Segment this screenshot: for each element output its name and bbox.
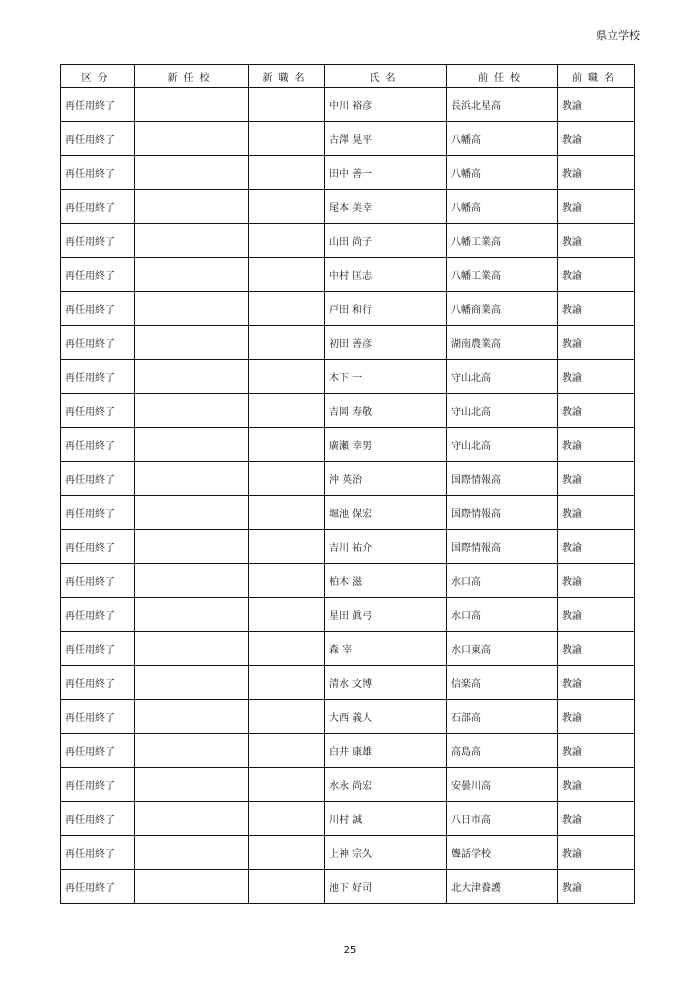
cell-new-position [249, 224, 325, 258]
cell-new-position [249, 530, 325, 564]
cell-new-position [249, 496, 325, 530]
cell-name: 戸田 和行 [325, 292, 447, 326]
cell-kubun: 再任用終了 [61, 632, 135, 666]
cell-new-school [135, 258, 249, 292]
cell-prev-position: 教諭 [558, 632, 635, 666]
cell-kubun: 再任用終了 [61, 88, 135, 122]
cell-name: 尾本 美幸 [325, 190, 447, 224]
table-row [61, 802, 635, 836]
cell-kubun: 再任用終了 [61, 768, 135, 802]
cell-prev-position: 教諭 [558, 394, 635, 428]
cell-new-position [249, 564, 325, 598]
cell-prev-school: 八日市高 [447, 802, 558, 836]
cell-prev-position: 教諭 [558, 326, 635, 360]
cell-prev-school: 北大津養護 [447, 870, 558, 904]
cell-prev-position: 教諭 [558, 428, 635, 462]
cell-new-position [249, 394, 325, 428]
cell-prev-school: 八幡商業高 [447, 292, 558, 326]
cell-name: 森 宰 [325, 632, 447, 666]
cell-new-position [249, 632, 325, 666]
cell-kubun: 再任用終了 [61, 836, 135, 870]
cell-new-position [249, 870, 325, 904]
cell-new-position [249, 734, 325, 768]
table-row [61, 530, 635, 564]
cell-prev-school: 国際情報高 [447, 530, 558, 564]
header-prev-school: 前任校 [447, 65, 558, 88]
cell-prev-position: 教諭 [558, 734, 635, 768]
cell-kubun: 再任用終了 [61, 394, 135, 428]
cell-prev-school: 水口高 [447, 564, 558, 598]
cell-new-position [249, 258, 325, 292]
cell-prev-position: 教諭 [558, 88, 635, 122]
cell-kubun: 再任用終了 [61, 258, 135, 292]
cell-new-school [135, 156, 249, 190]
cell-new-school [135, 564, 249, 598]
table-header-row [61, 65, 635, 88]
header-new-position: 新職名 [249, 65, 325, 88]
cell-prev-position: 教諭 [558, 360, 635, 394]
cell-prev-school: 聾話学校 [447, 836, 558, 870]
cell-new-school [135, 462, 249, 496]
table-row [61, 360, 635, 394]
cell-prev-position: 教諭 [558, 258, 635, 292]
cell-prev-school: 八幡高 [447, 122, 558, 156]
cell-new-position [249, 428, 325, 462]
cell-kubun: 再任用終了 [61, 700, 135, 734]
cell-new-school [135, 88, 249, 122]
cell-kubun: 再任用終了 [61, 666, 135, 700]
cell-name: 古澤 晃平 [325, 122, 447, 156]
cell-name: 池下 好司 [325, 870, 447, 904]
cell-prev-school: 守山北高 [447, 394, 558, 428]
cell-prev-school: 水口高 [447, 598, 558, 632]
cell-name: 柏木 滋 [325, 564, 447, 598]
cell-new-position [249, 360, 325, 394]
cell-prev-school: 信楽高 [447, 666, 558, 700]
cell-kubun: 再任用終了 [61, 462, 135, 496]
cell-name: 吉岡 寿敬 [325, 394, 447, 428]
table-row [61, 462, 635, 496]
page-number: 25 [343, 945, 357, 956]
cell-kubun: 再任用終了 [61, 156, 135, 190]
cell-name: 初田 善彦 [325, 326, 447, 360]
cell-prev-school: 高島高 [447, 734, 558, 768]
cell-new-school [135, 428, 249, 462]
cell-name: 星田 眞弓 [325, 598, 447, 632]
cell-new-position [249, 802, 325, 836]
cell-new-school [135, 496, 249, 530]
cell-prev-position: 教諭 [558, 224, 635, 258]
cell-kubun: 再任用終了 [61, 224, 135, 258]
header-prev-position: 前職名 [558, 65, 635, 88]
cell-new-school [135, 598, 249, 632]
cell-new-school [135, 360, 249, 394]
table-row [61, 666, 635, 700]
table-row [61, 326, 635, 360]
cell-new-school [135, 530, 249, 564]
cell-new-school [135, 768, 249, 802]
document-category-label: 県立学校 [596, 29, 640, 42]
cell-new-school [135, 802, 249, 836]
cell-kubun: 再任用終了 [61, 734, 135, 768]
header-kubun: 区分 [61, 65, 135, 88]
cell-name: 木下 一 [325, 360, 447, 394]
cell-new-school [135, 836, 249, 870]
table-row [61, 598, 635, 632]
table-row [61, 768, 635, 802]
table-body [61, 88, 635, 904]
cell-new-school [135, 224, 249, 258]
cell-prev-position: 教諭 [558, 768, 635, 802]
table-row [61, 870, 635, 904]
cell-kubun: 再任用終了 [61, 530, 135, 564]
cell-kubun: 再任用終了 [61, 292, 135, 326]
cell-new-school [135, 326, 249, 360]
cell-new-position [249, 88, 325, 122]
cell-name: 山田 尚子 [325, 224, 447, 258]
cell-new-school [135, 122, 249, 156]
cell-new-school [135, 632, 249, 666]
header-name: 氏名 [325, 65, 447, 88]
cell-prev-school: 八幡工業高 [447, 224, 558, 258]
cell-prev-school: 国際情報高 [447, 462, 558, 496]
cell-new-position [249, 598, 325, 632]
table-row [61, 564, 635, 598]
cell-prev-position: 教諭 [558, 496, 635, 530]
cell-name: 水永 尚宏 [325, 768, 447, 802]
cell-new-school [135, 870, 249, 904]
cell-name: 川村 誠 [325, 802, 447, 836]
cell-prev-position: 教諭 [558, 870, 635, 904]
cell-new-school [135, 394, 249, 428]
cell-name: 田中 善一 [325, 156, 447, 190]
cell-name: 大西 義人 [325, 700, 447, 734]
cell-prev-school: 長浜北星高 [447, 88, 558, 122]
table-row [61, 122, 635, 156]
cell-name: 上神 宗久 [325, 836, 447, 870]
cell-prev-school: 湖南農業高 [447, 326, 558, 360]
cell-new-school [135, 292, 249, 326]
cell-kubun: 再任用終了 [61, 326, 135, 360]
cell-new-position [249, 700, 325, 734]
cell-new-position [249, 666, 325, 700]
cell-prev-position: 教諭 [558, 292, 635, 326]
cell-name: 中川 裕彦 [325, 88, 447, 122]
cell-prev-position: 教諭 [558, 530, 635, 564]
cell-kubun: 再任用終了 [61, 598, 135, 632]
cell-prev-position: 教諭 [558, 700, 635, 734]
header-new-school: 新任校 [135, 65, 249, 88]
cell-prev-position: 教諭 [558, 462, 635, 496]
cell-new-position [249, 122, 325, 156]
cell-prev-school: 守山北高 [447, 428, 558, 462]
table-row [61, 258, 635, 292]
table-header [61, 65, 635, 88]
cell-prev-position: 教諭 [558, 564, 635, 598]
cell-prev-school: 国際情報高 [447, 496, 558, 530]
cell-name: 沖 英治 [325, 462, 447, 496]
cell-name: 廣瀬 幸男 [325, 428, 447, 462]
table-row [61, 190, 635, 224]
cell-prev-school: 守山北高 [447, 360, 558, 394]
cell-name: 吉川 祐介 [325, 530, 447, 564]
cell-kubun: 再任用終了 [61, 190, 135, 224]
cell-kubun: 再任用終了 [61, 802, 135, 836]
cell-new-position [249, 190, 325, 224]
table-row [61, 88, 635, 122]
cell-kubun: 再任用終了 [61, 360, 135, 394]
cell-name: 清水 文博 [325, 666, 447, 700]
cell-prev-position: 教諭 [558, 666, 635, 700]
cell-prev-position: 教諭 [558, 802, 635, 836]
table-row [61, 292, 635, 326]
cell-prev-school: 八幡高 [447, 190, 558, 224]
cell-new-position [249, 768, 325, 802]
cell-prev-position: 教諭 [558, 836, 635, 870]
cell-name: 中村 匡志 [325, 258, 447, 292]
personnel-table [60, 64, 635, 904]
cell-kubun: 再任用終了 [61, 564, 135, 598]
cell-kubun: 再任用終了 [61, 496, 135, 530]
table-row [61, 734, 635, 768]
cell-prev-position: 教諭 [558, 122, 635, 156]
cell-new-position [249, 292, 325, 326]
cell-prev-school: 安曇川高 [447, 768, 558, 802]
table-row [61, 394, 635, 428]
cell-prev-school: 八幡高 [447, 156, 558, 190]
cell-kubun: 再任用終了 [61, 870, 135, 904]
cell-kubun: 再任用終了 [61, 428, 135, 462]
table-row [61, 428, 635, 462]
cell-new-position [249, 326, 325, 360]
table-row [61, 700, 635, 734]
cell-prev-school: 石部高 [447, 700, 558, 734]
cell-kubun: 再任用終了 [61, 122, 135, 156]
cell-prev-school: 水口東高 [447, 632, 558, 666]
cell-new-position [249, 156, 325, 190]
table-row [61, 836, 635, 870]
cell-new-school [135, 734, 249, 768]
cell-new-school [135, 190, 249, 224]
cell-prev-position: 教諭 [558, 190, 635, 224]
cell-new-school [135, 666, 249, 700]
cell-prev-school: 八幡工業高 [447, 258, 558, 292]
cell-name: 堀池 保宏 [325, 496, 447, 530]
cell-prev-position: 教諭 [558, 156, 635, 190]
cell-new-school [135, 700, 249, 734]
cell-name: 白井 康雄 [325, 734, 447, 768]
table-row [61, 224, 635, 258]
cell-new-position [249, 462, 325, 496]
table-row [61, 632, 635, 666]
cell-prev-position: 教諭 [558, 598, 635, 632]
table-row [61, 156, 635, 190]
table-row [61, 496, 635, 530]
cell-new-position [249, 836, 325, 870]
